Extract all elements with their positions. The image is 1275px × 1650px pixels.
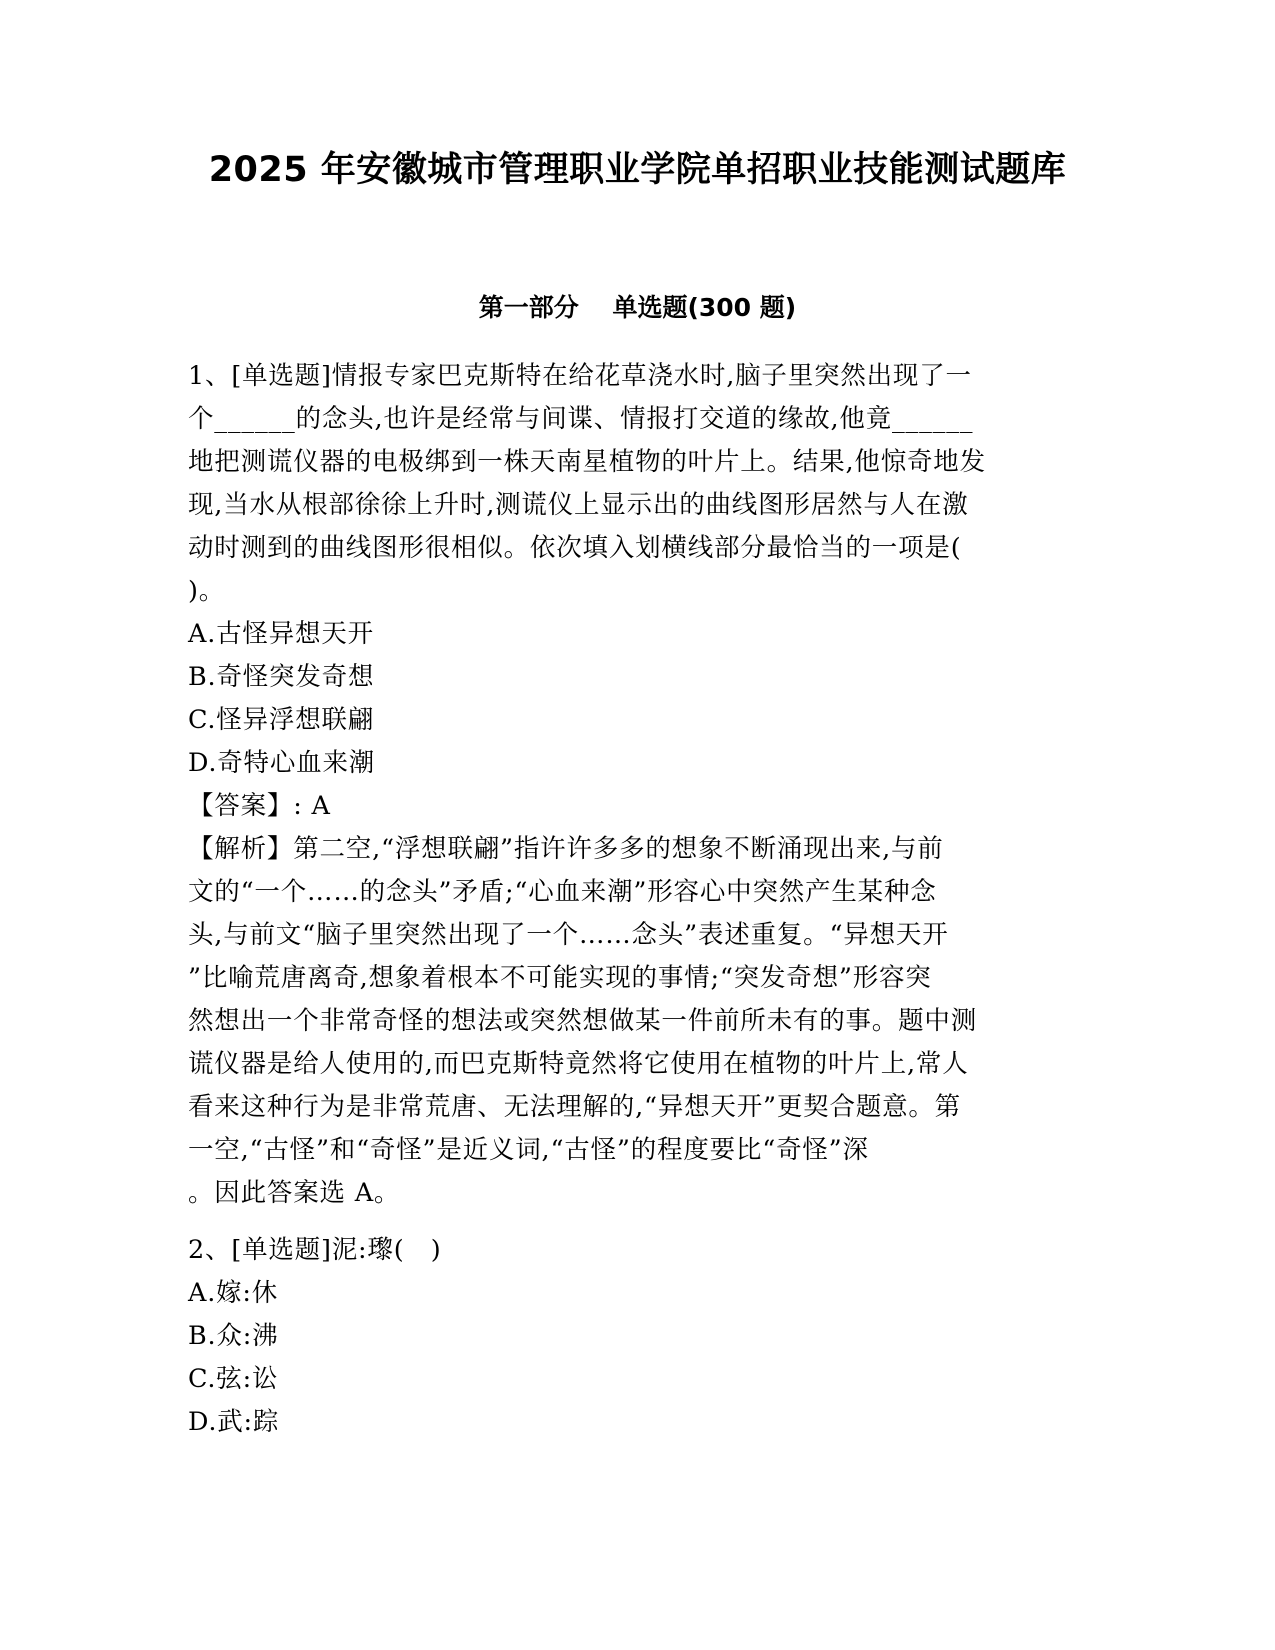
analysis-line: 。因此答案选 A。: [188, 1178, 401, 1208]
question-1: [188, 355, 1088, 1215]
option-c: C.弦:讼: [188, 1364, 279, 1394]
question-stem-line: 1、[单选题]情报专家巴克斯特在给花草浇水时,脑子里突然出现了一: [188, 361, 972, 391]
section-heading: 第一部分 单选题(300 题): [478, 293, 797, 322]
analysis-line: 头,与前文“脑子里突然出现了一个……念头”表述重复。“异想天开: [188, 920, 949, 950]
analysis-line: ”比喻荒唐离奇,想象着根本不可能实现的事情;“突发奇想”形容突: [188, 963, 932, 993]
option-c: C.怪异浮想联翩: [188, 705, 375, 735]
question-spacer: [188, 1215, 1088, 1229]
question-stem-line: )。: [188, 576, 226, 606]
document-title: 2025 年安徽城市管理职业学院单招职业技能测试题库: [208, 150, 1067, 190]
option-d: D.奇特心血来潮: [188, 748, 376, 778]
question-stem-line: 动时测到的曲线图形很相似。依次填入划横线部分最恰当的一项是(: [188, 533, 962, 563]
option-b: B.众:沸: [188, 1321, 279, 1351]
question-2: [188, 1229, 1088, 1444]
question-stem-line: 现,当水从根部徐徐上升时,测谎仪上显示出的曲线图形居然与人在激: [188, 490, 969, 520]
question-list: [188, 355, 1088, 1444]
analysis-line: 【解析】第二空,“浮想联翩”指许许多多的想象不断涌现出来,与前: [188, 834, 944, 864]
option-b: B.奇怪突发奇想: [188, 662, 375, 692]
question-stem-line: 个______的念头,也许是经常与间谍、情报打交道的缘故,他竟______: [188, 404, 974, 434]
question-stem-line: 地把测谎仪器的电极绑到一株天南星植物的叶片上。结果,他惊奇地发: [188, 447, 986, 477]
answer-line: 【答案】: A: [188, 791, 331, 821]
option-a: A.嫁:休: [188, 1278, 279, 1308]
option-d: D.武:踪: [188, 1407, 280, 1437]
analysis-line: 谎仪器是给人使用的,而巴克斯特竟然将它使用在植物的叶片上,常人: [188, 1049, 969, 1079]
analysis-line: 看来这种行为是非常荒唐、无法理解的,“异想天开”更契合题意。第: [188, 1092, 961, 1122]
analysis-line: 文的“一个……的念头”矛盾;“心血来潮”形容心中突然产生某种念: [188, 877, 937, 907]
option-a: A.古怪异想天开: [188, 619, 374, 649]
question-stem-line: 2、[单选题]泥:瓈( ): [188, 1235, 442, 1265]
analysis-line: 然想出一个非常奇怪的想法或突然想做某一件前所未有的事。题中测: [188, 1006, 978, 1036]
analysis-line: 一空,“古怪”和“奇怪”是近义词,“古怪”的程度要比“奇怪”深: [188, 1135, 869, 1165]
